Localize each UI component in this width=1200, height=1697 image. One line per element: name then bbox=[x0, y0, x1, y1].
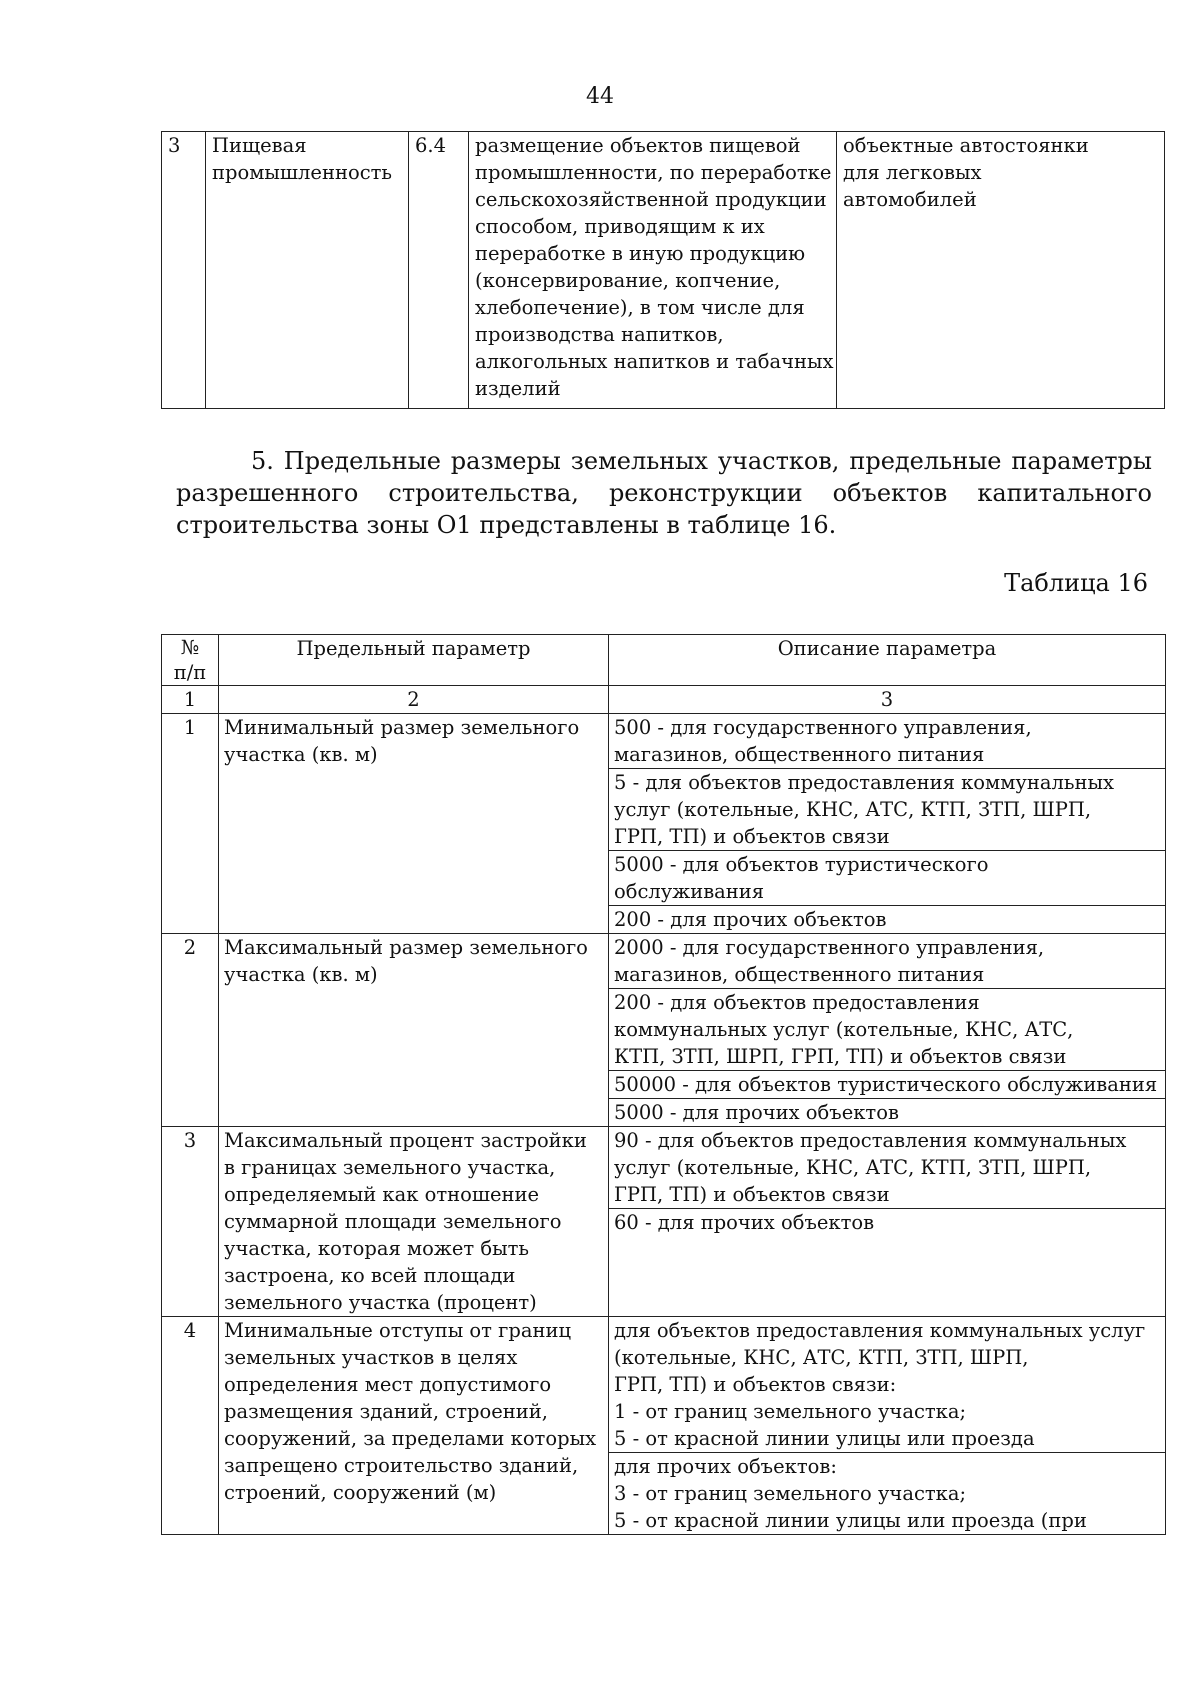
row-number: 1 bbox=[162, 714, 219, 934]
description-entry bbox=[609, 906, 1165, 933]
description-line: изделий bbox=[475, 377, 561, 400]
description-line: 2000 - для государственного управления, bbox=[614, 936, 1045, 959]
description-line: (котельные, КНС, АТС, КТП, ЗТП, ШРП, bbox=[614, 1346, 1029, 1369]
description-line: 90 - для объектов предоставления коммунальных bbox=[614, 1129, 1127, 1152]
parameter-line: участка (кв. м) bbox=[224, 743, 378, 766]
parameter-line: определяемый как отношение bbox=[224, 1183, 540, 1206]
description-line: 3 - от границ земельного участка; bbox=[614, 1482, 967, 1505]
description-line: промышленности, по переработке bbox=[475, 161, 832, 184]
parameter-description bbox=[609, 1317, 1166, 1535]
description-entry bbox=[609, 851, 1165, 906]
description-line: ГРП, ТП) и объектов связи bbox=[614, 825, 890, 848]
parameter-line: определения мест допустимого bbox=[224, 1373, 552, 1396]
table-16 bbox=[161, 634, 1166, 1535]
description-entry bbox=[609, 1071, 1165, 1099]
parameter-line: Максимальный размер земельного bbox=[224, 936, 588, 959]
table-row bbox=[162, 714, 1166, 934]
parameter-line: земельного участка (процент) bbox=[224, 1291, 537, 1314]
description-line: 5000 - для прочих объектов bbox=[614, 1101, 899, 1124]
header-desc: Описание параметра bbox=[609, 635, 1166, 686]
parameter-line: участка, которая может быть bbox=[224, 1237, 530, 1260]
description-line: услуг (котельные, КНС, АТС, КТП, ЗТП, ШРП, bbox=[614, 798, 1092, 821]
description-line: 500 - для государственного управления, bbox=[614, 716, 1032, 739]
description-line: коммунальных услуг (котельные, КНС, АТС, bbox=[614, 1018, 1074, 1041]
description-line: 5 - от красной линии улицы или проезда bbox=[614, 1427, 1035, 1450]
description-line: размещение объектов пищевой bbox=[475, 134, 801, 157]
description-line: хлебопечение), в том числе для bbox=[475, 296, 805, 319]
description-entry bbox=[609, 934, 1165, 989]
description-line: переработке в иную продукцию bbox=[475, 242, 806, 265]
description-line: магазинов, общественного питания bbox=[614, 963, 985, 986]
parameter-line: застроена, ко всей площади bbox=[224, 1264, 516, 1287]
column-number-row bbox=[162, 686, 1166, 714]
parameter-name bbox=[219, 1317, 609, 1535]
auxiliary-use: объектные автостоянки для легковых автомобилей bbox=[837, 132, 1165, 409]
description-line: 50000 - для объектов туристического обслуживания bbox=[614, 1073, 1158, 1096]
description-line: 5 - от красной линии улицы или проезда (при bbox=[614, 1509, 1087, 1532]
use-code: 6.4 bbox=[409, 132, 469, 409]
table-row bbox=[162, 934, 1166, 1127]
header-param: Предельный параметр bbox=[219, 635, 609, 686]
parameter-line: Минимальные отступы от границ bbox=[224, 1319, 572, 1342]
description-line: КТП, ЗТП, ШРП, ГРП, ТП) и объектов связи bbox=[614, 1045, 1067, 1068]
page-number: 44 bbox=[586, 84, 614, 109]
parameter-line: в границах земельного участка, bbox=[224, 1156, 556, 1179]
parameter-name bbox=[219, 934, 609, 1127]
row-number: 2 bbox=[162, 934, 219, 1127]
parameter-description bbox=[609, 934, 1166, 1127]
description-line: ГРП, ТП) и объектов связи bbox=[614, 1183, 890, 1206]
use-type-name: Пищевая промышленность bbox=[206, 132, 409, 409]
parameter-line: размещения зданий, строений, bbox=[224, 1400, 548, 1423]
description-line: алкогольных напитков и табачных bbox=[475, 350, 834, 373]
description-line: ГРП, ТП) и объектов связи: bbox=[614, 1373, 897, 1396]
table-row bbox=[162, 132, 1165, 409]
description-line: сельскохозяйственной продукции bbox=[475, 188, 827, 211]
description-line: магазинов, общественного питания bbox=[614, 743, 985, 766]
description-line: производства напитков, bbox=[475, 323, 724, 346]
description-line: обслуживания bbox=[614, 880, 765, 903]
parameter-line: Максимальный процент застройки bbox=[224, 1129, 587, 1152]
description-entry bbox=[609, 989, 1165, 1071]
description-line: для прочих объектов: bbox=[614, 1455, 837, 1478]
description-line: 200 - для объектов предоставления bbox=[614, 991, 980, 1014]
description-line: способом, приводящим к их bbox=[475, 215, 765, 238]
description-line: 200 - для прочих объектов bbox=[614, 908, 887, 931]
parameter-description bbox=[609, 714, 1166, 934]
row-number: 3 bbox=[162, 1127, 219, 1317]
parameter-line: земельных участков в целях bbox=[224, 1346, 518, 1369]
description-entry bbox=[609, 1127, 1165, 1209]
parameter-description bbox=[609, 1127, 1166, 1317]
description-line: 5000 - для объектов туристического bbox=[614, 853, 989, 876]
row-number: 4 bbox=[162, 1317, 219, 1535]
description-line: услуг (котельные, КНС, АТС, КТП, ЗТП, ШРП, bbox=[614, 1156, 1092, 1179]
description-line: 60 - для прочих объектов bbox=[614, 1211, 875, 1234]
parameter-line: Минимальный размер земельного bbox=[224, 716, 580, 739]
description-line: 1 - от границ земельного участка; bbox=[614, 1400, 967, 1423]
row-number: 3 bbox=[162, 132, 206, 409]
description-entry bbox=[609, 714, 1165, 769]
section-paragraph: 5. Предельные размеры земельных участков, предельные параметры разрешенного строительства, реконструкции объектов капитального строительства зоны О1 представлены в таблице 16. bbox=[176, 447, 1152, 539]
parameter-line: суммарной площади земельного bbox=[224, 1210, 562, 1233]
table-caption: Таблица 16 bbox=[1004, 569, 1148, 597]
parameter-name bbox=[219, 1127, 609, 1317]
table-header-row bbox=[162, 635, 1166, 686]
parameter-line: сооружений, за пределами которых bbox=[224, 1427, 597, 1450]
parameter-line: запрещено строительство зданий, bbox=[224, 1454, 579, 1477]
column-number: 1 bbox=[162, 686, 219, 714]
description-entry bbox=[609, 1453, 1165, 1534]
column-number: 3 bbox=[609, 686, 1166, 714]
header-num: № п/п bbox=[162, 635, 219, 686]
description-entry bbox=[609, 769, 1165, 851]
parameter-name bbox=[219, 714, 609, 934]
description-entry bbox=[609, 1317, 1165, 1453]
continued-table bbox=[161, 131, 1165, 409]
parameter-line: участка (кв. м) bbox=[224, 963, 378, 986]
description-entry bbox=[609, 1099, 1165, 1126]
parameter-line: строений, сооружений (м) bbox=[224, 1481, 497, 1504]
description-entry bbox=[609, 1209, 1165, 1236]
use-description bbox=[469, 132, 837, 409]
table-row bbox=[162, 1127, 1166, 1317]
table-row bbox=[162, 1317, 1166, 1535]
description-line: 5 - для объектов предоставления коммунальных bbox=[614, 771, 1114, 794]
column-number: 2 bbox=[219, 686, 609, 714]
description-line: для объектов предоставления коммунальных услуг bbox=[614, 1319, 1146, 1342]
description-line: (консервирование, копчение, bbox=[475, 269, 781, 292]
